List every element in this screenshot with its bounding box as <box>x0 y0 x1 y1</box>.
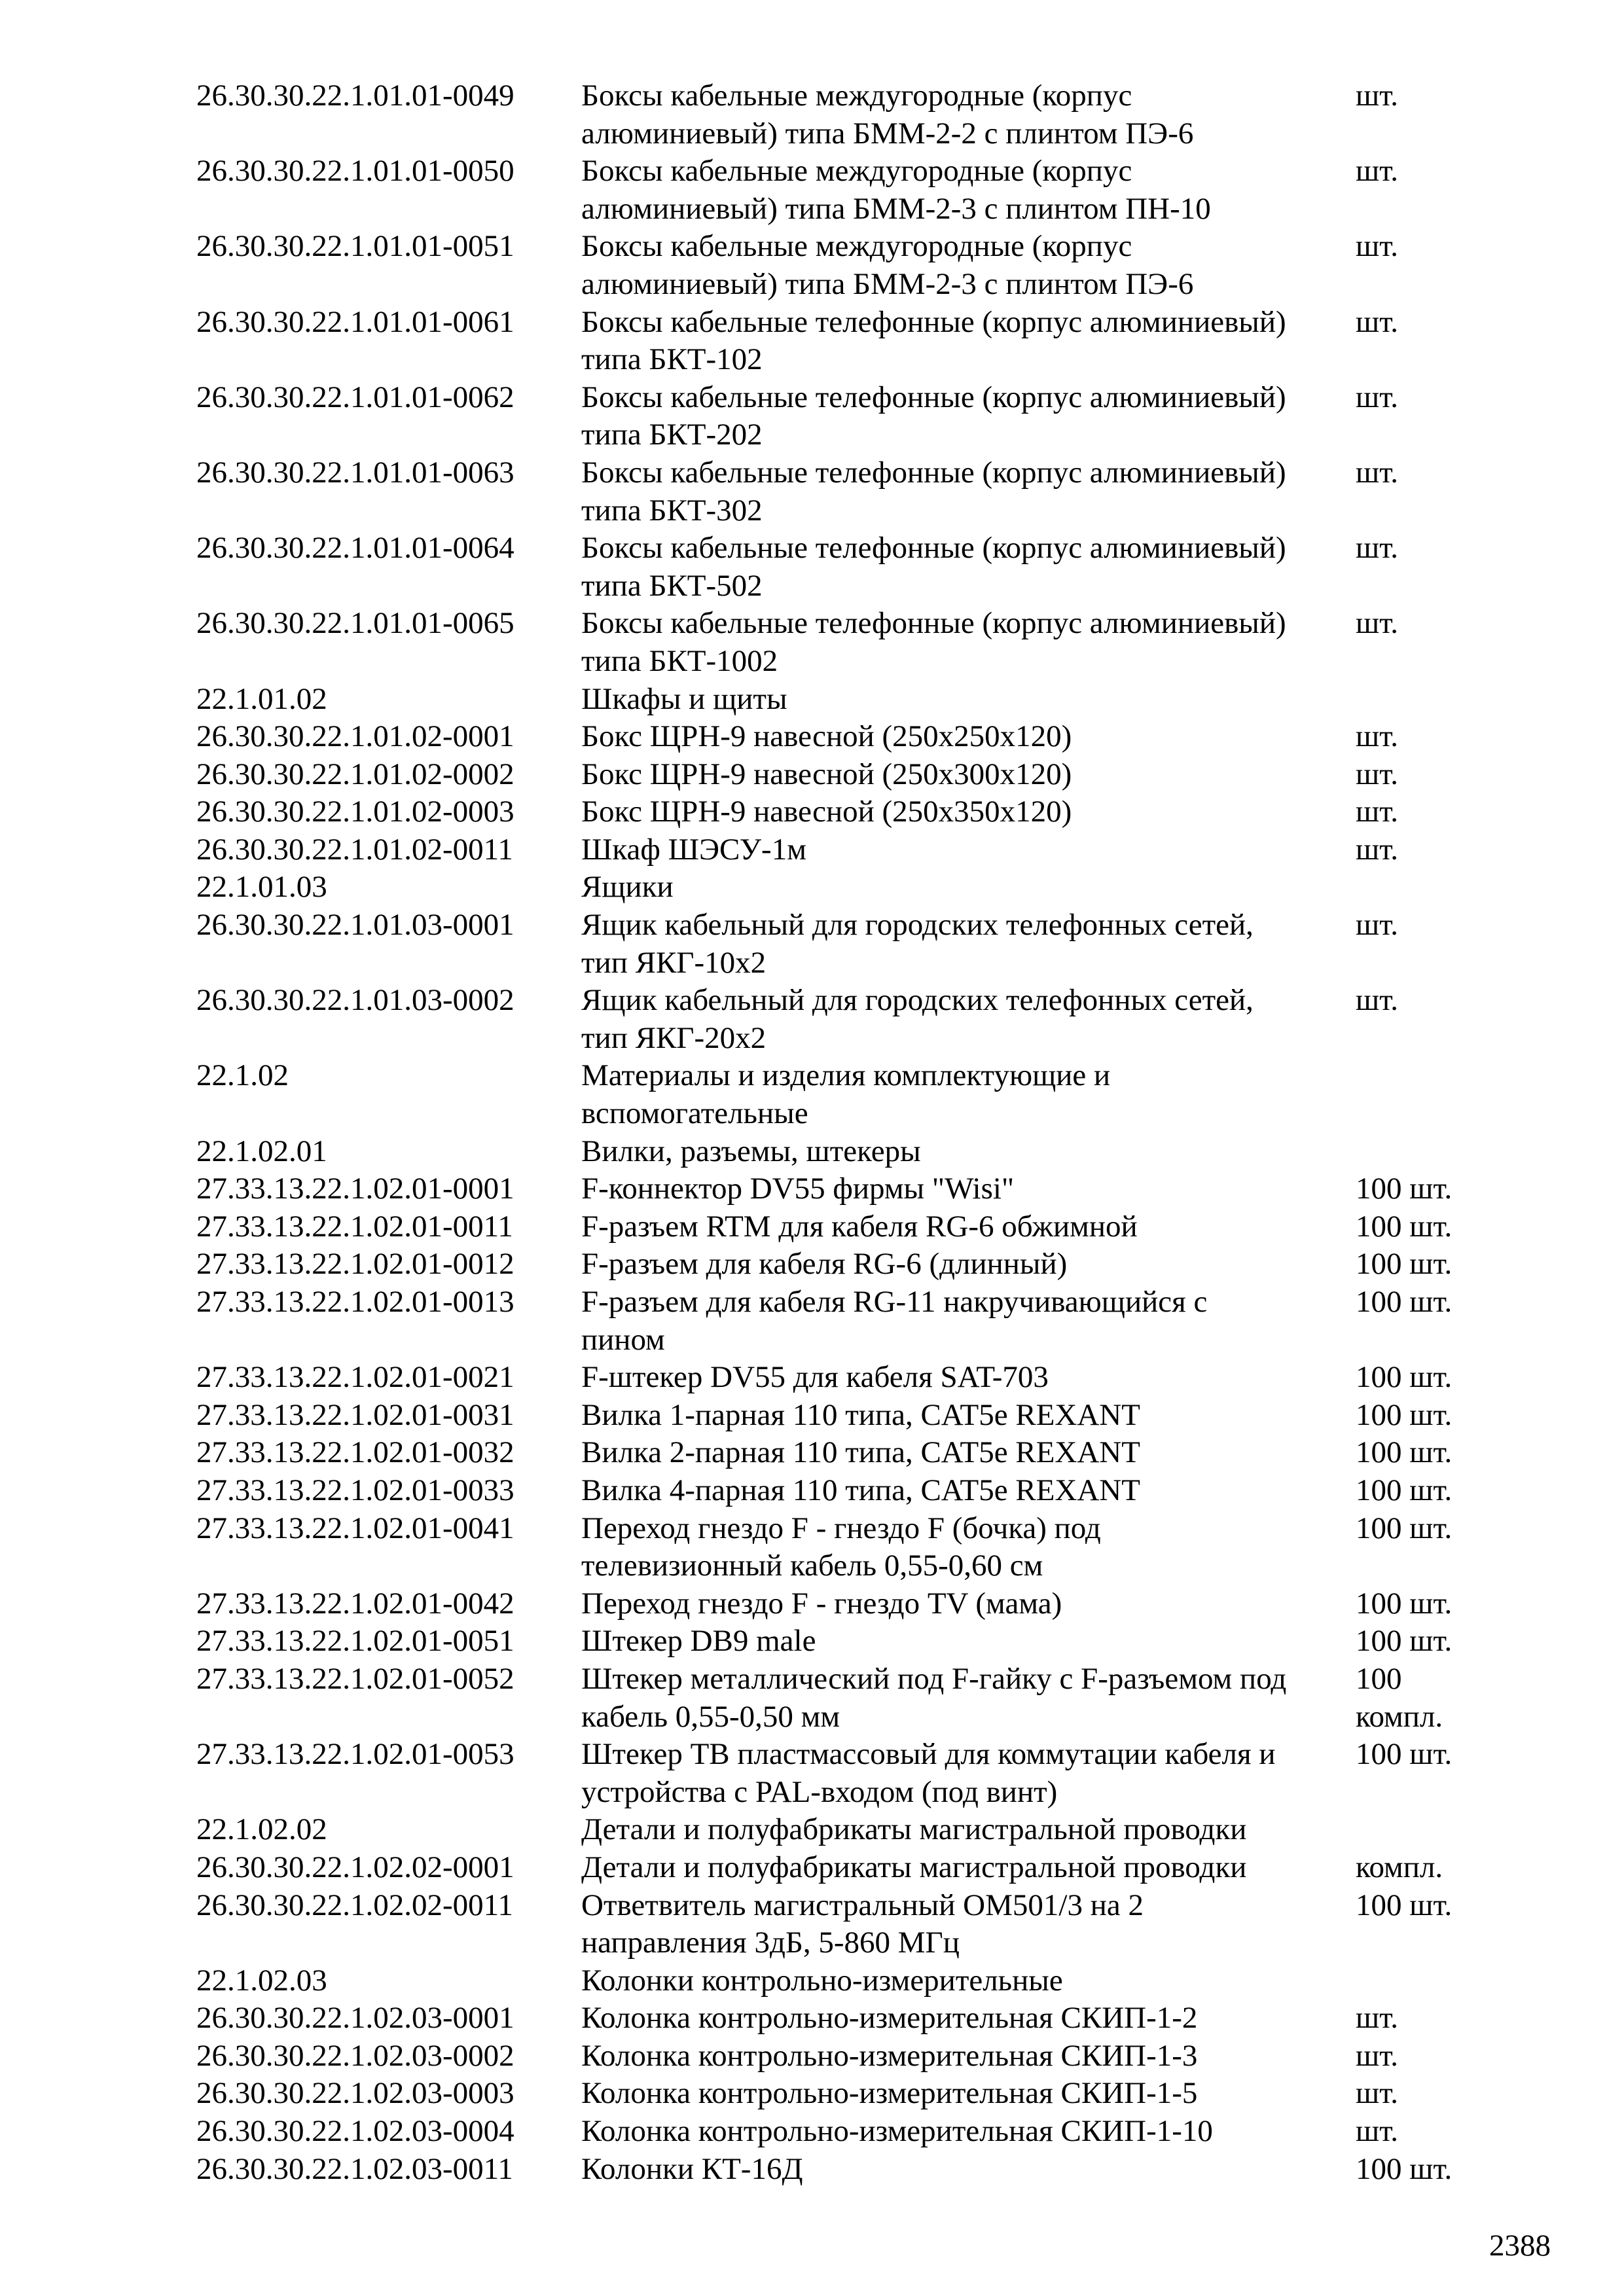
catalog-row <box>196 77 1506 152</box>
item-unit: компл. <box>1356 1850 1443 1884</box>
item-code: 27.33.13.22.1.02.01-0021 <box>196 1360 514 1395</box>
item-code: 22.1.02.01 <box>196 1134 327 1168</box>
item-unit: 100 шт. <box>1356 1285 1453 1319</box>
item-code: 26.30.30.22.1.02.02-0011 <box>196 1888 513 1922</box>
item-unit: 100 компл. <box>1356 1661 1443 1734</box>
item-code: 26.30.30.22.1.01.01-0063 <box>196 455 514 490</box>
catalog-row <box>196 2151 1506 2189</box>
item-code: 27.33.13.22.1.02.01-0051 <box>196 1624 514 1659</box>
item-code: 22.1.01.02 <box>196 681 327 716</box>
item-unit: 100 шт. <box>1356 2151 1453 2186</box>
page-number: 2388 <box>1489 2229 1551 2263</box>
item-code: 26.30.30.22.1.01.01-0062 <box>196 380 514 414</box>
item-name: F-разъем для кабеля RG-6 (длинный) <box>581 1247 1068 1282</box>
item-code: 26.30.30.22.1.01.02-0001 <box>196 719 514 754</box>
catalog-list <box>196 77 1506 2188</box>
catalog-row <box>196 2000 1506 2037</box>
item-code: 27.33.13.22.1.02.01-0032 <box>196 1435 514 1470</box>
item-unit: шт. <box>1356 229 1398 264</box>
item-code: 26.30.30.22.1.01.01-0065 <box>196 606 514 641</box>
item-code: 26.30.30.22.1.02.02-0001 <box>196 1850 514 1884</box>
catalog-row <box>196 454 1506 529</box>
item-unit: шт. <box>1356 380 1398 414</box>
item-code: 26.30.30.22.1.02.03-0011 <box>196 2151 513 2186</box>
item-code: 26.30.30.22.1.01.01-0064 <box>196 531 514 565</box>
item-name: Бокс ЩРН-9 навесной (250х250х120) <box>581 719 1072 754</box>
item-unit: 100 шт. <box>1356 1586 1453 1621</box>
item-name: Вилка 1-парная 110 типа, CAT5e REXANT <box>581 1397 1140 1432</box>
item-name: Шкаф ШЭСУ-1м <box>581 832 806 867</box>
item-name: Боксы кабельные телефонные (корпус алюминиевый) типа БКТ-302 <box>581 455 1286 528</box>
item-unit: 100 шт. <box>1356 1360 1453 1395</box>
item-code: 27.33.13.22.1.02.01-0013 <box>196 1285 514 1319</box>
catalog-row <box>196 152 1506 228</box>
item-unit <box>1356 1962 1506 2000</box>
catalog-row <box>196 2037 1506 2075</box>
item-unit: шт. <box>1356 2076 1398 2111</box>
item-code: 26.30.30.22.1.01.01-0050 <box>196 154 514 188</box>
item-name: Колонка контрольно-измерительная СКИП-1-2 <box>581 2001 1198 2036</box>
catalog-row <box>196 1472 1506 1510</box>
item-name: Колонка контрольно-измерительная СКИП-1-3 <box>581 2038 1198 2073</box>
catalog-row <box>196 982 1506 1057</box>
item-name: Боксы кабельные телефонные (корпус алюминиевый) типа БКТ-102 <box>581 304 1286 377</box>
item-unit: шт. <box>1356 79 1398 113</box>
catalog-row <box>196 1283 1506 1359</box>
item-unit: шт. <box>1356 983 1398 1018</box>
catalog-row <box>196 1660 1506 1736</box>
item-unit: шт. <box>1356 2001 1398 2036</box>
catalog-row <box>196 304 1506 379</box>
item-name: Вилки, разъемы, штекеры <box>581 1134 921 1168</box>
item-name: F-разъем RTM для кабеля RG-6 обжимной <box>581 1209 1138 1244</box>
item-name: Ящик кабельный для городских телефонных сетей, тип ЯКГ-20х2 <box>581 983 1254 1055</box>
item-unit: 100 шт. <box>1356 1435 1453 1470</box>
item-name: Переход гнездо F - гнездо TV (мама) <box>581 1586 1062 1621</box>
catalog-row <box>196 1623 1506 1660</box>
item-name: Бокс ЩРН-9 навесной (250х300х120) <box>581 757 1072 791</box>
catalog-row <box>196 2075 1506 2113</box>
item-unit: шт. <box>1356 795 1398 829</box>
item-name: Колонки контрольно-измерительные <box>581 1963 1063 1998</box>
catalog-row <box>196 1246 1506 1283</box>
item-name: Боксы кабельные междугородные (корпус алюминиевый) типа БММ-2-2 с плинтом ПЭ-6 <box>581 79 1194 151</box>
item-unit: шт. <box>1356 606 1398 641</box>
catalog-row <box>196 1397 1506 1435</box>
item-unit <box>1356 1057 1506 1132</box>
item-code: 26.30.30.22.1.02.03-0004 <box>196 2114 514 2149</box>
catalog-row <box>196 831 1506 869</box>
item-code: 26.30.30.22.1.01.03-0001 <box>196 908 514 942</box>
catalog-row <box>196 1434 1506 1472</box>
item-unit <box>1356 681 1506 719</box>
catalog-row <box>196 1359 1506 1397</box>
catalog-row <box>196 529 1506 605</box>
item-code: 22.1.02.02 <box>196 1812 327 1847</box>
item-code: 26.30.30.22.1.01.02-0011 <box>196 832 513 867</box>
item-unit: 100 шт. <box>1356 1511 1453 1545</box>
item-unit <box>1356 869 1506 906</box>
item-code: 26.30.30.22.1.02.03-0001 <box>196 2001 514 2036</box>
item-code: 26.30.30.22.1.01.01-0049 <box>196 79 514 113</box>
item-unit: шт. <box>1356 2114 1398 2149</box>
item-name: Детали и полуфабрикаты магистральной проводки <box>581 1850 1247 1884</box>
item-name: Колонка контрольно-измерительная СКИП-1-5 <box>581 2076 1198 2111</box>
item-code: 22.1.02.03 <box>196 1963 327 1998</box>
item-name: Вилка 2-парная 110 типа, CAT5e REXANT <box>581 1435 1140 1470</box>
item-unit: шт. <box>1356 455 1398 490</box>
catalog-row <box>196 681 1506 719</box>
item-unit: шт. <box>1356 304 1398 339</box>
item-code: 27.33.13.22.1.02.01-0001 <box>196 1172 514 1206</box>
item-name: Переход гнездо F - гнездо F (бочка) под телевизионный кабель 0,55-0,60 см <box>581 1511 1101 1583</box>
item-code: 27.33.13.22.1.02.01-0041 <box>196 1511 514 1545</box>
catalog-row <box>196 1510 1506 1585</box>
catalog-row <box>196 1057 1506 1132</box>
catalog-row <box>196 869 1506 906</box>
item-code: 26.30.30.22.1.01.03-0002 <box>196 983 514 1018</box>
item-name: Колонки КТ-16Д <box>581 2151 803 2186</box>
catalog-row <box>196 1736 1506 1811</box>
item-name: Бокс ЩРН-9 навесной (250х350х120) <box>581 795 1072 829</box>
item-code: 27.33.13.22.1.02.01-0042 <box>196 1586 514 1621</box>
catalog-row <box>196 379 1506 454</box>
catalog-row <box>196 756 1506 794</box>
item-name: Ответвитель магистральный ОМ501/3 на 2 направления 3дБ, 5-860 МГц <box>581 1888 1144 1960</box>
item-name: Шкафы и щиты <box>581 681 787 716</box>
item-name: Штекер металлический под F-гайку с F-разъемом под кабель 0,55-0,50 мм <box>581 1661 1287 1734</box>
item-unit: 100 шт. <box>1356 1397 1453 1432</box>
item-unit: шт. <box>1356 757 1398 791</box>
item-code: 26.30.30.22.1.01.02-0002 <box>196 757 514 791</box>
item-code: 27.33.13.22.1.02.01-0053 <box>196 1737 514 1772</box>
item-name: Боксы кабельные телефонные (корпус алюминиевый) типа БКТ-202 <box>581 380 1286 452</box>
item-name: Колонка контрольно-измерительная СКИП-1-10 <box>581 2114 1213 2149</box>
catalog-row <box>196 1585 1506 1623</box>
item-code: 26.30.30.22.1.01.01-0051 <box>196 229 514 264</box>
item-code: 26.30.30.22.1.01.02-0003 <box>196 795 514 829</box>
item-unit: шт. <box>1356 154 1398 188</box>
catalog-row <box>196 718 1506 756</box>
item-code: 26.30.30.22.1.02.03-0002 <box>196 2038 514 2073</box>
catalog-row <box>196 906 1506 982</box>
item-code: 27.33.13.22.1.02.01-0031 <box>196 1397 514 1432</box>
catalog-row <box>196 1811 1506 1849</box>
item-name: F-штекер DV55 для кабеля SAT-703 <box>581 1360 1049 1395</box>
catalog-row <box>196 2113 1506 2151</box>
item-unit: 100 шт. <box>1356 1172 1453 1206</box>
item-name: F-коннектор DV55 фирмы "Wisi" <box>581 1172 1015 1206</box>
item-code: 26.30.30.22.1.01.01-0061 <box>196 304 514 339</box>
item-name: Боксы кабельные междугородные (корпус алюминиевый) типа БММ-2-3 с плинтом ПЭ-6 <box>581 229 1194 301</box>
item-code: 27.33.13.22.1.02.01-0052 <box>196 1661 514 1696</box>
item-unit <box>1356 1811 1506 1849</box>
item-unit: шт. <box>1356 531 1398 565</box>
item-unit: шт. <box>1356 908 1398 942</box>
item-unit: 100 шт. <box>1356 1624 1453 1659</box>
catalog-row <box>196 228 1506 303</box>
item-unit: 100 шт. <box>1356 1247 1453 1282</box>
item-unit: 100 шт. <box>1356 1209 1453 1244</box>
item-code: 27.33.13.22.1.02.01-0012 <box>196 1247 514 1282</box>
catalog-row <box>196 1887 1506 1962</box>
item-unit <box>1356 1133 1506 1171</box>
item-code: 27.33.13.22.1.02.01-0033 <box>196 1473 514 1507</box>
item-name: Вилка 4-парная 110 типа, CAT5e REXANT <box>581 1473 1140 1507</box>
item-name: F-разъем для кабеля RG-11 накручивающийся с пином <box>581 1285 1208 1357</box>
item-code: 26.30.30.22.1.02.03-0003 <box>196 2076 514 2111</box>
catalog-row <box>196 793 1506 831</box>
item-unit: шт. <box>1356 832 1398 867</box>
item-name: Боксы кабельные телефонные (корпус алюминиевый) типа БКТ-502 <box>581 531 1286 603</box>
item-code: 27.33.13.22.1.02.01-0011 <box>196 1209 513 1244</box>
item-name: Материалы и изделия комплектующие и вспомогательные <box>581 1058 1111 1131</box>
item-unit: шт. <box>1356 2038 1398 2073</box>
item-unit: шт. <box>1356 719 1398 754</box>
catalog-row <box>196 1849 1506 1887</box>
catalog-row <box>196 1170 1506 1208</box>
catalog-row <box>196 605 1506 680</box>
item-name: Штекер ТВ пластмассовый для коммутации кабеля и устройства с PAL-входом (под винт) <box>581 1737 1276 1809</box>
catalog-row <box>196 1962 1506 2000</box>
item-unit: 100 шт. <box>1356 1737 1453 1772</box>
catalog-row <box>196 1133 1506 1171</box>
item-unit: 100 шт. <box>1356 1888 1453 1922</box>
item-name: Ящики <box>581 870 674 905</box>
item-name: Штекер DB9 male <box>581 1624 816 1659</box>
item-name: Ящик кабельный для городских телефонных сетей, тип ЯКГ-10х2 <box>581 908 1254 980</box>
item-name: Боксы кабельные телефонные (корпус алюминиевый) типа БКТ-1002 <box>581 606 1286 678</box>
item-name: Боксы кабельные междугородные (корпус алюминиевый) типа БММ-2-3 с плинтом ПН-10 <box>581 154 1211 226</box>
item-code: 22.1.01.03 <box>196 870 327 905</box>
item-unit: 100 шт. <box>1356 1473 1453 1507</box>
item-code: 22.1.02 <box>196 1058 289 1093</box>
item-name: Детали и полуфабрикаты магистральной проводки <box>581 1812 1247 1847</box>
catalog-row <box>196 1208 1506 1246</box>
